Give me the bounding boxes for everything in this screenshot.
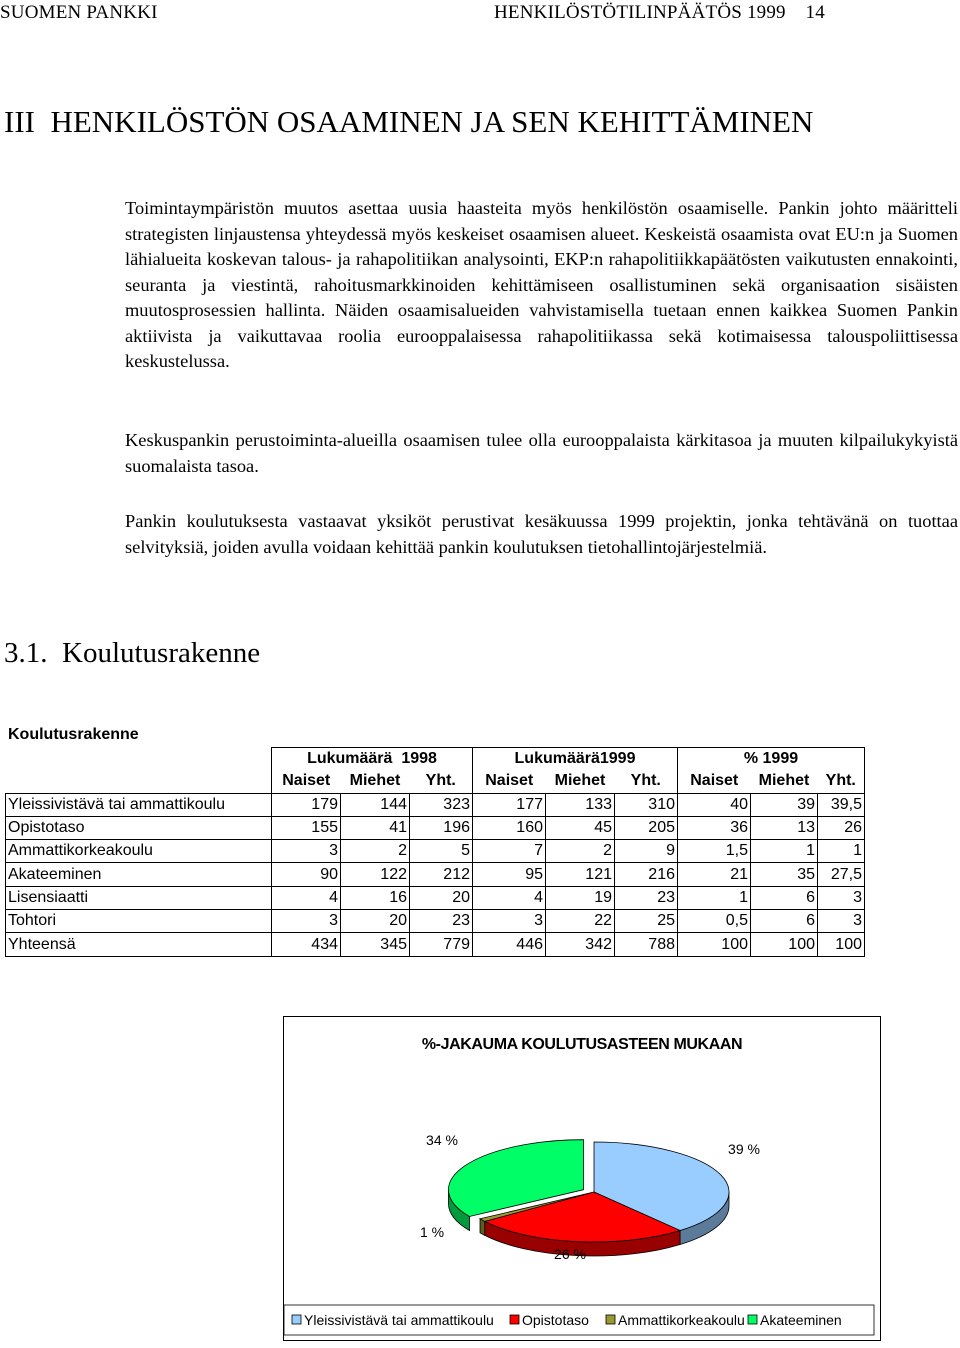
table-cell: 1 (751, 840, 818, 863)
table-row (6, 793, 865, 816)
pie-data-label: 1 % (419, 1224, 445, 1240)
sub-header-miehet: Miehet (546, 770, 615, 793)
table-sub-header-row (6, 770, 865, 793)
header-right: HENKILÖSTÖTILINPÄÄTÖS 1999 14 (494, 2, 825, 23)
table-cell: 1 (678, 886, 751, 909)
sub-header-naiset: Naiset (272, 770, 341, 793)
sub-header-naiset: Naiset (678, 770, 751, 793)
sub-header-naiset: Naiset (473, 770, 546, 793)
table-cell: 21 (678, 863, 751, 886)
table-cell: 177 (473, 793, 546, 816)
table-cell: 3 (818, 886, 865, 909)
chart-legend (292, 1312, 842, 1328)
chart-title: %-JAKAUMA KOULUTUSASTEEN MUKAAN (421, 1036, 743, 1053)
table-cell: 19 (546, 886, 615, 909)
pie-data-label: 34 % (426, 1132, 458, 1148)
table-cell: 22 (546, 910, 615, 933)
table-cell: 323 (410, 793, 473, 816)
group-header-1999: Lukumäärä1999 (473, 748, 678, 771)
table-caption: Koulutusrakenne (8, 726, 139, 743)
table-cell: 100 (818, 933, 865, 956)
table-cell: 212 (410, 863, 473, 886)
table-cell: 7 (473, 840, 546, 863)
table-cell: 4 (473, 886, 546, 909)
table-cell: 4 (272, 886, 341, 909)
sub-header-yht: Yht. (615, 770, 678, 793)
legend-label: Opistotaso (522, 1312, 589, 1328)
table-cell: 1,5 (678, 840, 751, 863)
table-cell: 23 (615, 886, 678, 909)
legend-swatch (510, 1315, 519, 1324)
table-row (6, 840, 865, 863)
sub-header-yht: Yht. (818, 770, 865, 793)
table-cell: 2 (341, 840, 410, 863)
table-cell: 5 (410, 840, 473, 863)
table-cell: 122 (341, 863, 410, 886)
table-corner (6, 748, 272, 771)
table-cell: 100 (751, 933, 818, 956)
table-cell: 39,5 (818, 793, 865, 816)
row-label: Opistotaso (6, 816, 272, 839)
table-cell: 446 (473, 933, 546, 956)
table-cell: 205 (615, 816, 678, 839)
table-cell: 13 (751, 816, 818, 839)
table-cell: 179 (272, 793, 341, 816)
paragraph-competence-areas: Toimintaympäristön muutos asettaa uusia haasteita myös henkilöstön osaamiselle. Pankin johto määritteli strategisten linjaustensa yhteydessä myös keskeiset osaamisen alueet. Keskeistä osaamista ovat EU:n ja Suomen lähialueita koskevan talous- ja rahapolitiikan analysointi, EKP:n rahapolitiikkapäätösten vaikutusten ennakointi, seuranta ja viestintä, rahoitusmarkkinoiden kehittämiseen osallistuminen sekä organisaation sisäisten muutosprosessien hallinta. Näiden osaamisalueiden vahvistamisella tuetaan ennen kaikkea Suomen Pankin aktiivista ja vaikuttavaa roolia eurooppalaisessa rahapolitiikassa sekä kotimaisessa talouspoliittisessa keskustelussa. (125, 198, 958, 371)
table-cell: 3 (473, 910, 546, 933)
table-cell: 25 (615, 910, 678, 933)
table-cell: 144 (341, 793, 410, 816)
row-label: Yhteensä (6, 933, 272, 956)
table-cell: 196 (410, 816, 473, 839)
legend-label: Yleissivistävä tai ammattikoulu (304, 1312, 494, 1328)
pie-data-label: 39 % (728, 1141, 760, 1157)
table-cell: 342 (546, 933, 615, 956)
table-cell: 1 (818, 840, 865, 863)
sub-header-miehet: Miehet (341, 770, 410, 793)
table-cell: 36 (678, 816, 751, 839)
table-cell: 121 (546, 863, 615, 886)
row-label: Yleissivistävä tai ammattikoulu (6, 793, 272, 816)
table-cell: 16 (341, 886, 410, 909)
legend-swatch (606, 1315, 615, 1324)
legend-swatch (292, 1315, 301, 1324)
legend-label: Akateeminen (760, 1312, 842, 1328)
pie-slices (448, 1140, 729, 1256)
table-cell: 434 (272, 933, 341, 956)
education-structure-table (5, 747, 865, 957)
table-cell: 0,5 (678, 910, 751, 933)
table-cell: 100 (678, 933, 751, 956)
table-cell: 3 (272, 910, 341, 933)
table-row (6, 886, 865, 909)
table-cell: 788 (615, 933, 678, 956)
pie-chart-canvas (284, 1017, 880, 1340)
table-cell: 35 (751, 863, 818, 886)
table-cell: 133 (546, 793, 615, 816)
chapter-title: III HENKILÖSTÖN OSAAMINEN JA SEN KEHITTÄMINEN (4, 104, 814, 139)
group-header-1998: Lukumäärä 1998 (272, 748, 473, 771)
table-cell: 40 (678, 793, 751, 816)
education-pie-chart (283, 1016, 881, 1341)
table-cell: 310 (615, 793, 678, 816)
table-cell: 27,5 (818, 863, 865, 886)
row-label: Tohtori (6, 910, 272, 933)
table-cell: 95 (473, 863, 546, 886)
row-label: Ammattikorkeakoulu (6, 840, 272, 863)
table-row (6, 933, 865, 956)
table-row (6, 910, 865, 933)
group-header-percent-1999: % 1999 (678, 748, 865, 771)
pie-data-label: 26 % (554, 1246, 586, 1262)
table-cell: 216 (615, 863, 678, 886)
table-cell: 20 (341, 910, 410, 933)
table-cell: 160 (473, 816, 546, 839)
table-row (6, 863, 865, 886)
table-cell: 6 (751, 910, 818, 933)
table-cell: 23 (410, 910, 473, 933)
table-cell: 26 (818, 816, 865, 839)
table-cell: 45 (546, 816, 615, 839)
table-cell: 2 (546, 840, 615, 863)
sub-header-yht: Yht. (410, 770, 473, 793)
table-row (6, 816, 865, 839)
table-group-header-row (6, 748, 865, 771)
legend-label: Ammattikorkeakoulu (618, 1312, 745, 1328)
table-cell: 155 (272, 816, 341, 839)
table-cell: 20 (410, 886, 473, 909)
table-cell: 90 (272, 863, 341, 886)
sub-header-miehet: Miehet (751, 770, 818, 793)
header-left: SUOMEN PANKKI (0, 2, 158, 23)
table-cell: 41 (341, 816, 410, 839)
section-title: 3.1. Koulutusrakenne (4, 637, 261, 669)
table-corner-bottom (6, 770, 272, 793)
row-label: Akateeminen (6, 863, 272, 886)
table-cell: 779 (410, 933, 473, 956)
table-cell: 6 (751, 886, 818, 909)
table-cell: 9 (615, 840, 678, 863)
row-label: Lisensiaatti (6, 886, 272, 909)
table-cell: 39 (751, 793, 818, 816)
paragraph-central-bank-level: Keskuspankin perustoiminta-alueilla osaamisen tulee olla eurooppalaista kärkitasoa ja muuten kilpailukykyistä suomalaista tasoa. (125, 430, 958, 476)
table-cell: 3 (272, 840, 341, 863)
table-cell: 345 (341, 933, 410, 956)
paragraph-training-project: Pankin koulutuksesta vastaavat yksiköt perustivat kesäkuussa 1999 projektin, jonka tehtävänä on tuottaa selvityksiä, joiden avulla voidaan kehittää pankin koulutuksen tietohallintojärjestelmiä. (125, 511, 958, 557)
legend-swatch (748, 1315, 757, 1324)
table-cell: 3 (818, 910, 865, 933)
